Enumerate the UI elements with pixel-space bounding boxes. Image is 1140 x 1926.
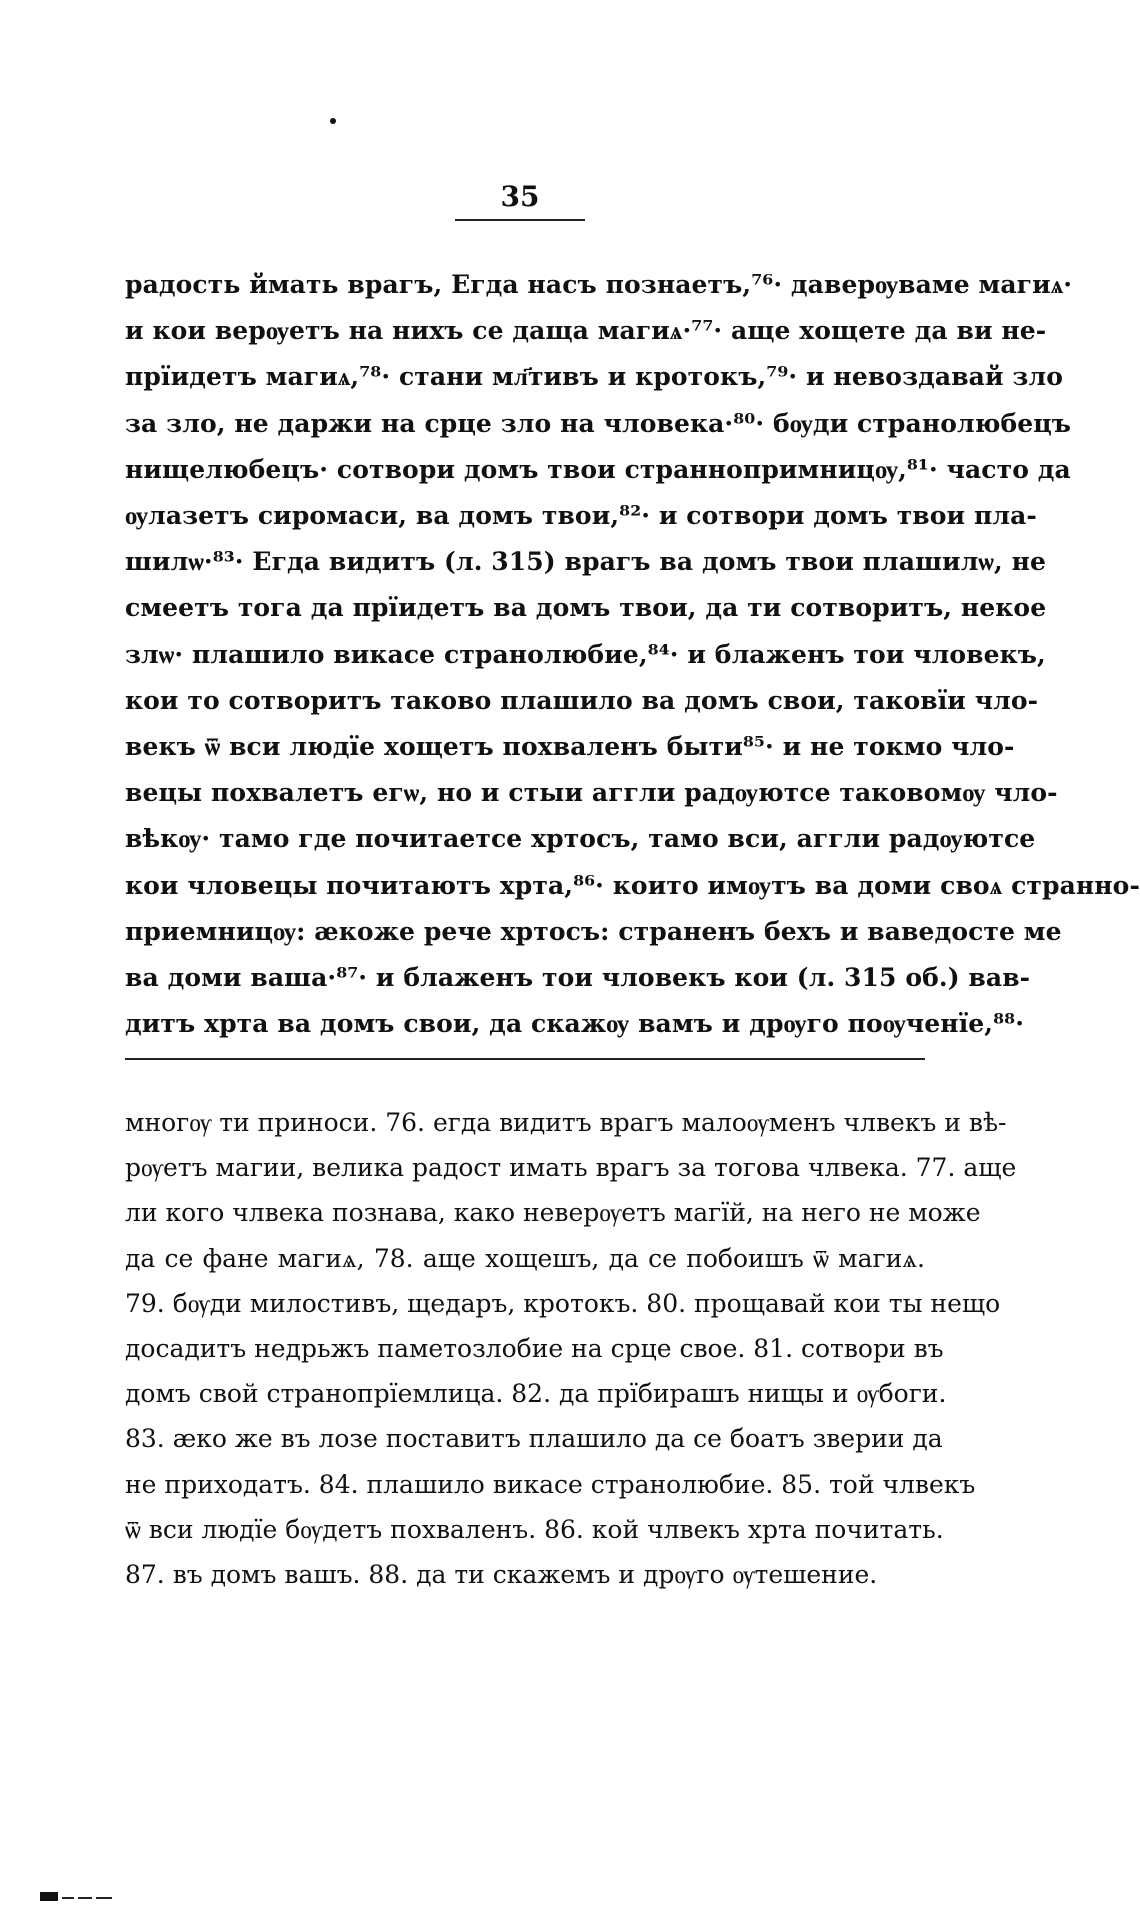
note-line: 83. ӕко же въ лозе поставитъ плашило да се боатъ зверии да [125, 1424, 943, 1454]
main-line: шилѡ·⁸³· Егда видитъ (л. 315) врагъ ва домъ твои плашилѡ, не [125, 547, 1047, 577]
main-line: кои то сотворитъ таково плашило ва домъ свои, таковїи чло- [125, 685, 1039, 715]
main-text [125, 262, 1140, 1047]
note-line: рѹетъ магии, велика радост имать врагъ за тогова члвека. 77. аще [125, 1153, 1017, 1183]
main-line: вецы похвалетъ егѡ, но и стыи аггли радѹютсе таковомѹ чло- [125, 778, 1058, 808]
note-line: ли кого члвека познава, како неверѹетъ магїй, на него не може [125, 1198, 981, 1228]
note-line: 87. въ домъ вашъ. 88. да ти скажемъ и дрѹго ѹтешение. [125, 1560, 878, 1590]
page-number: 35 [500, 180, 540, 213]
page-number-rule [455, 219, 585, 221]
note-line: ѿ вси людїе бѹдетъ похваленъ. 86. кой члвекъ хрта почитать. [125, 1514, 944, 1544]
note-line: 79. бѹди милостивъ, щедаръ, кротокъ. 80. прощавай кои ты нещо [125, 1288, 1001, 1318]
main-line: кои чловецы почитаютъ хрта,⁸⁶· които имѹтъ ва доми своѧ странно- [125, 870, 1140, 900]
ink-dot [330, 118, 336, 124]
main-line: приемницѹ: ӕкоже рече хртосъ: страненъ бехъ и ваведосте ме [125, 916, 1062, 946]
main-line: за зло, не даржи на срце зло на чловека·⁸⁰· бѹди странолюбецъ [125, 408, 1072, 438]
footnotes [125, 1100, 1017, 1597]
main-line: вѣкѹ· тамо где почитаетсе хртосъ, тамо вси, аггли радѹютсе [125, 824, 1036, 854]
main-line: смеетъ тога да прїидетъ ва домъ твои, да ти сотворитъ, некое [125, 593, 1047, 623]
main-line: радость ймать врагъ, Егда насъ познаетъ,⁷⁶· даверѹваме магиѧ· [125, 270, 1073, 299]
note-line: да се фане магиѧ, 78. аще хощешъ, да се побоишъ ѿ магиѧ. [125, 1243, 925, 1273]
main-line: ва доми ваша·⁸⁷· и блаженъ тои чловекъ кои (л. 315 об.) вав- [125, 963, 1031, 993]
note-line: досадитъ недрьжъ паметозлобие на срце свое. 81. сотвори въ [125, 1334, 944, 1364]
note-line: не приходатъ. 84. плашило викасе странолюбие. 85. той члвекъ [125, 1469, 976, 1499]
main-line: дитъ хрта ва домъ свои, да скажѹ вамъ и дрѹго поѹченїе,⁸⁸· [125, 1009, 1025, 1039]
main-line: злѡ· плашило викасе странолюбие,⁸⁴· и блаженъ тои чловекъ, [125, 639, 1046, 669]
note-line: многѹ ти приноси. 76. егда видитъ врагъ малоѹменъ члвекъ и вѣ- [125, 1108, 1007, 1137]
main-line: векъ ѿ вси людїе хощетъ похваленъ быти⁸⁵· и не токмо чло- [125, 732, 1015, 762]
print-mark [40, 1890, 140, 1904]
main-line: прїидетъ магиѧ,⁷⁸· стани мл҃тивъ и кротокъ,⁷⁹· и невоздавай зло [125, 362, 1063, 392]
main-line: ѹлазетъ сиромаси, ва домъ твои,⁸²· и сотвори домъ твои пла- [125, 501, 1037, 531]
main-line: нищелюбецъ· сотвори домъ твои страннопримницѹ,⁸¹· часто да [125, 454, 1071, 484]
note-line: домъ свой странопрїемлица. 82. да прїбирашъ нищы и ѹбоги. [125, 1379, 947, 1409]
main-line: и кои верѹетъ на нихъ се даща магиѧ·⁷⁷· аще хощете да ви не- [125, 316, 1047, 346]
footnote-separator [125, 1058, 925, 1060]
